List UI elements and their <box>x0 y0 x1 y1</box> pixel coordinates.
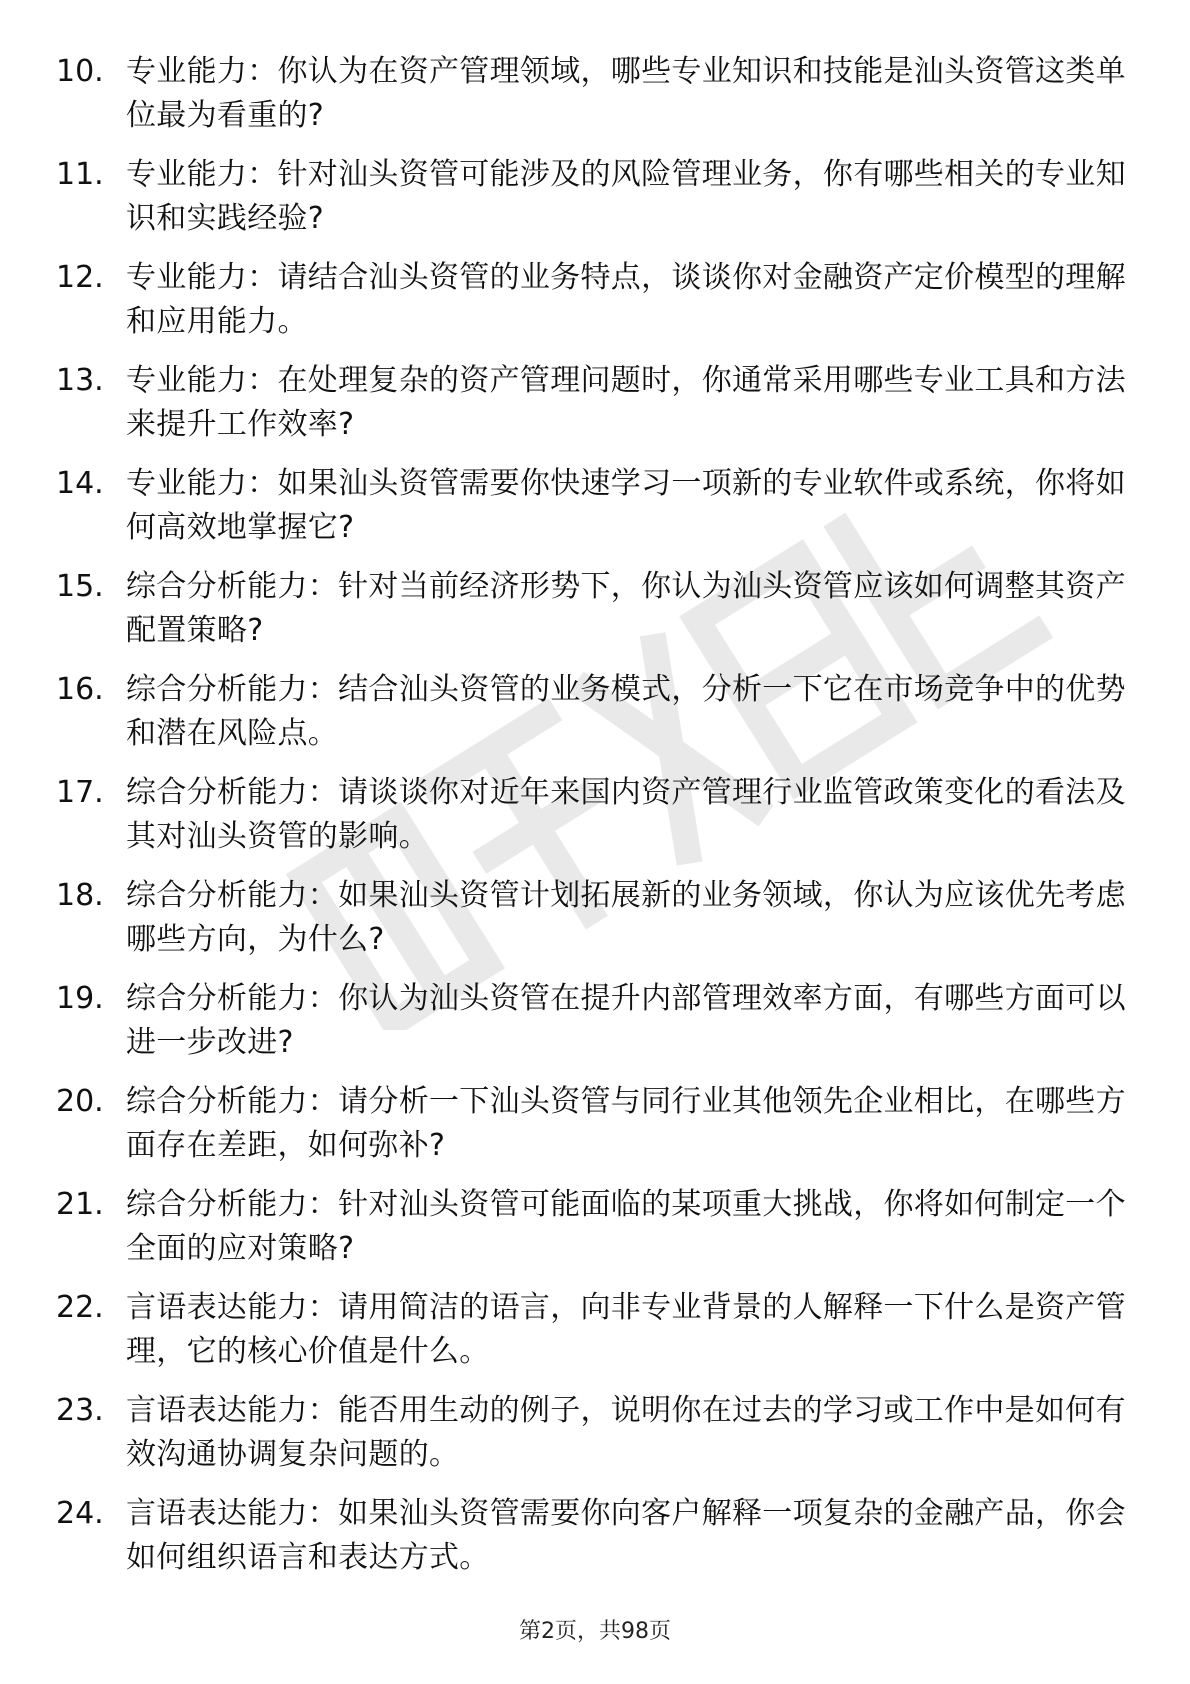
question-number: 18. <box>56 878 104 913</box>
question-text: 言语表达能力：请用简洁的语言，向非专业背景的人解释一下什么是资产管理，它的核心价值是什么。 <box>126 1290 1126 1369</box>
question-item <box>56 1183 1136 1286</box>
question-text: 综合分析能力：请分析一下汕头资管与同行业其他领先企业相比，在哪些方面存在差距，如何弥补? <box>126 1084 1126 1163</box>
question-number: 17. <box>56 775 104 810</box>
question-text: 综合分析能力：结合汕头资管的业务模式，分析一下它在市场竞争中的优势和潜在风险点。 <box>126 672 1126 751</box>
question-text: 综合分析能力：请谈谈你对近年来国内资产管理行业监管政策变化的看法及其对汕头资管的影响。 <box>126 775 1126 854</box>
question-item <box>56 874 1136 977</box>
question-number: 15. <box>56 569 104 604</box>
question-item <box>56 359 1136 462</box>
question-number: 14. <box>56 466 104 501</box>
question-text: 综合分析能力：如果汕头资管计划拓展新的业务领域，你认为应该优先考虑哪些方向，为什么? <box>126 878 1126 957</box>
question-item <box>56 1492 1136 1595</box>
question-text: 言语表达能力：如果汕头资管需要你向客户解释一项复杂的金融产品，你会如何组织语言和表达方式。 <box>126 1496 1126 1575</box>
question-text: 综合分析能力：针对汕头资管可能面临的某项重大挑战，你将如何制定一个全面的应对策略? <box>126 1187 1126 1266</box>
question-item <box>56 50 1136 153</box>
question-number: 12. <box>56 260 104 295</box>
question-item <box>56 565 1136 668</box>
question-text: 综合分析能力：针对当前经济形势下，你认为汕头资管应该如何调整其资产配置策略? <box>126 569 1126 648</box>
question-number: 10. <box>56 54 104 89</box>
question-item <box>56 668 1136 771</box>
question-item <box>56 1080 1136 1183</box>
question-text: 专业能力：你认为在资产管理领域，哪些专业知识和技能是汕头资管这类单位最为看重的? <box>126 54 1126 133</box>
question-number: 23. <box>56 1393 104 1428</box>
question-number: 22. <box>56 1290 104 1325</box>
question-text: 专业能力：在处理复杂的资产管理问题时，你通常采用哪些专业工具和方法来提升工作效率? <box>126 363 1126 442</box>
question-list <box>56 50 1136 1595</box>
question-item <box>56 771 1136 874</box>
question-item <box>56 256 1136 359</box>
question-number: 16. <box>56 672 104 707</box>
page-number-footer: 第2页，共98页 <box>519 1619 671 1644</box>
question-number: 13. <box>56 363 104 398</box>
question-number: 20. <box>56 1084 104 1119</box>
question-text: 言语表达能力：能否用生动的例子，说明你在过去的学习或工作中是如何有效沟通协调复杂问题的。 <box>126 1393 1126 1472</box>
question-number: 24. <box>56 1496 104 1531</box>
question-item <box>56 1389 1136 1492</box>
question-number: 21. <box>56 1187 104 1222</box>
question-item <box>56 1286 1136 1389</box>
question-item <box>56 153 1136 256</box>
question-text: 专业能力：如果汕头资管需要你快速学习一项新的专业软件或系统，你将如何高效地掌握它? <box>126 466 1126 545</box>
question-item <box>56 462 1136 565</box>
question-text: 综合分析能力：你认为汕头资管在提升内部管理效率方面，有哪些方面可以进一步改进? <box>126 981 1126 1060</box>
question-text: 专业能力：针对汕头资管可能涉及的风险管理业务，你有哪些相关的专业知识和实践经验? <box>126 157 1126 236</box>
question-number: 19. <box>56 981 104 1016</box>
question-number: 11. <box>56 157 104 192</box>
question-item <box>56 977 1136 1080</box>
question-text: 专业能力：请结合汕头资管的业务特点，谈谈你对金融资产定价模型的理解和应用能力。 <box>126 260 1126 339</box>
